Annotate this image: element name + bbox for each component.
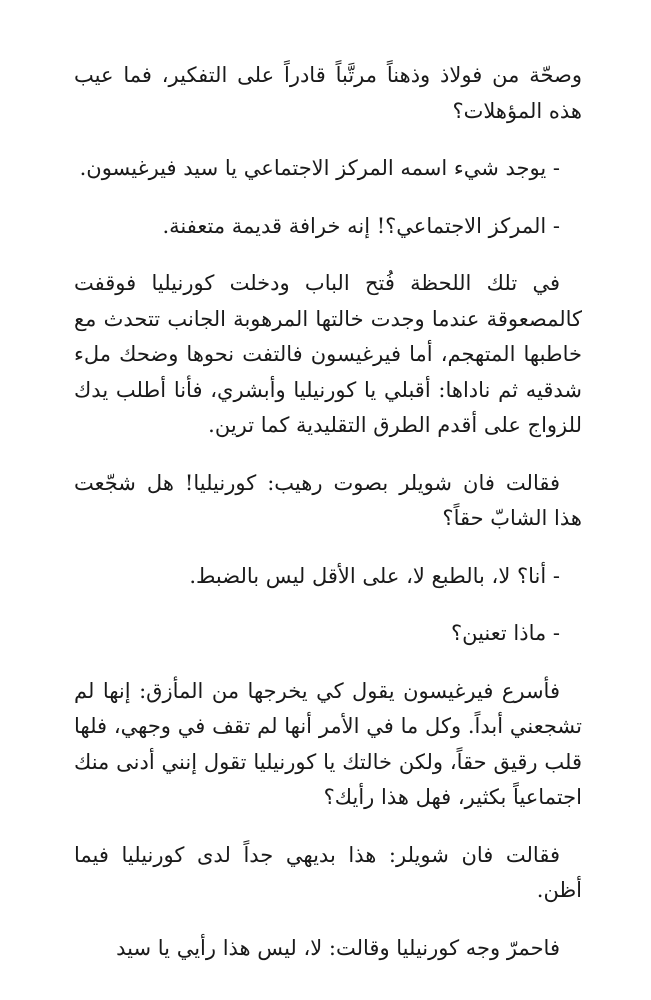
book-page (74, 58, 582, 966)
paragraph-6: فاحمرّ وجه كورنيليا وقالت: لا، ليس هذا رأيي يا سيد (116, 935, 560, 960)
dialog-line-4: - ماذا تعنين؟ (450, 621, 560, 645)
dialog-line-2: - المركز الاجتماعي؟! إنه خرافة قديمة متعفنة. (162, 213, 560, 238)
dialog-line-3: - أنا؟ لا، بالطبع لا، على الأقل ليس بالضبط. (189, 563, 560, 588)
paragraph-3: فقالت فان شويلر بصوت رهيب: كورنيليا! هل شجّعت هذا الشابّ حقاً؟ (74, 470, 582, 530)
paragraph-1: وصحّة من فولاذ وذهناً مرتَّباً قادراً على التفكير، فما عيب هذه المؤهلات؟ (74, 63, 582, 123)
paragraph-4: فأسرع فيرغيسون يقول كي يخرجها من المأزق: إنها لم تشجعني أبداً. وكل ما في الأمر أنها لم تقف في وجهي، فلها قلب رقيق حقاً، ولكن خالتك يا كورنيليا تقول إنني أدنى منك اجتماعياً بكثير، فهل هذا رأيك؟ (74, 678, 582, 809)
dialog-line-1: - يوجد شيء اسمه المركز الاجتماعي يا سيد فيرغيسون. (79, 156, 560, 180)
paragraph-5: فقالت فان شويلر: هذا بديهي جداً لدى كورنيليا فيما أظن. (74, 842, 582, 902)
paragraph-2: في تلك اللحظة فُتح الباب ودخلت كورنيليا فوقفت كالمصعوقة عندما وجدت خالتها المرهوبة الجانب تتحدث مع خاطبها المتهجم، أما فيرغيسون فالتفت نحوها وضحك ملء شدقيه ثم ناداها: أقبلي يا كورنيليا وأبشري، فأنا أطلب يدك للزواج على أقدم الطرق التقليدية كما ترين. (74, 271, 582, 437)
